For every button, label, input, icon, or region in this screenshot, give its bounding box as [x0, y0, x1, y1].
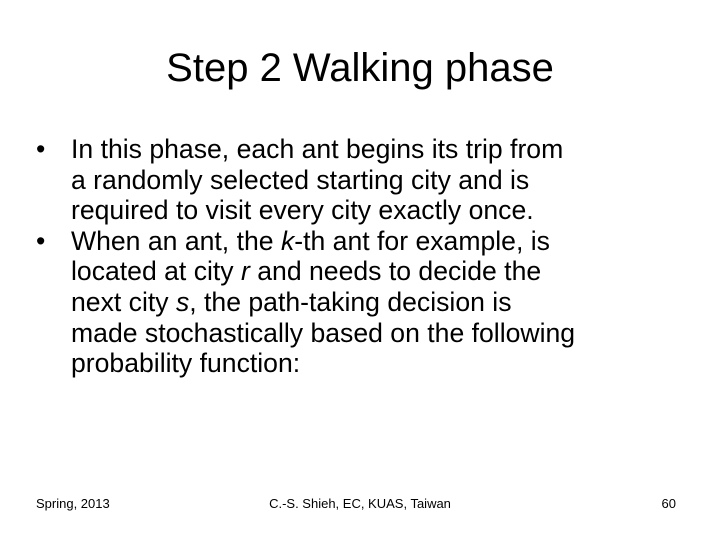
bullet-line: In this phase, each ant begins its trip from: [71, 134, 564, 164]
bullet-text-italic: s: [175, 286, 190, 317]
bullet-text: located at city: [71, 256, 241, 287]
bullet-text-italic: k: [280, 225, 295, 256]
bullet-line: [71, 256, 696, 287]
bullet-text: When an ant, the: [71, 225, 281, 256]
bullet-text: -th ant for example, is: [294, 225, 550, 256]
bullet-line: [71, 287, 696, 318]
bullet-text: , the path-taking decision is: [189, 286, 512, 317]
bullet-list: [36, 134, 696, 379]
bullet-text: next city: [71, 286, 176, 317]
footer-author: C.-S. Shieh, EC, KUAS, Taiwan: [269, 496, 451, 511]
bullet-marker: •: [36, 225, 46, 256]
slide-title: Step 2 Walking phase: [166, 46, 554, 90]
bullet-line: probability function:: [71, 348, 301, 379]
bullet-marker: •: [36, 134, 46, 164]
bullet-line: made stochastically based on the following: [71, 317, 576, 348]
page-number: 60: [661, 496, 676, 511]
bullet-line: a randomly selected starting city and is: [71, 164, 530, 195]
bullet-text-italic: r: [241, 256, 250, 287]
bullet-item: [36, 226, 696, 379]
bullet-item: [36, 134, 696, 226]
bullet-line: [71, 226, 696, 257]
footer-date: Spring, 2013: [36, 496, 110, 511]
bullet-line: required to visit every city exactly once.: [71, 195, 534, 226]
bullet-text: and needs to decide the: [249, 256, 542, 287]
